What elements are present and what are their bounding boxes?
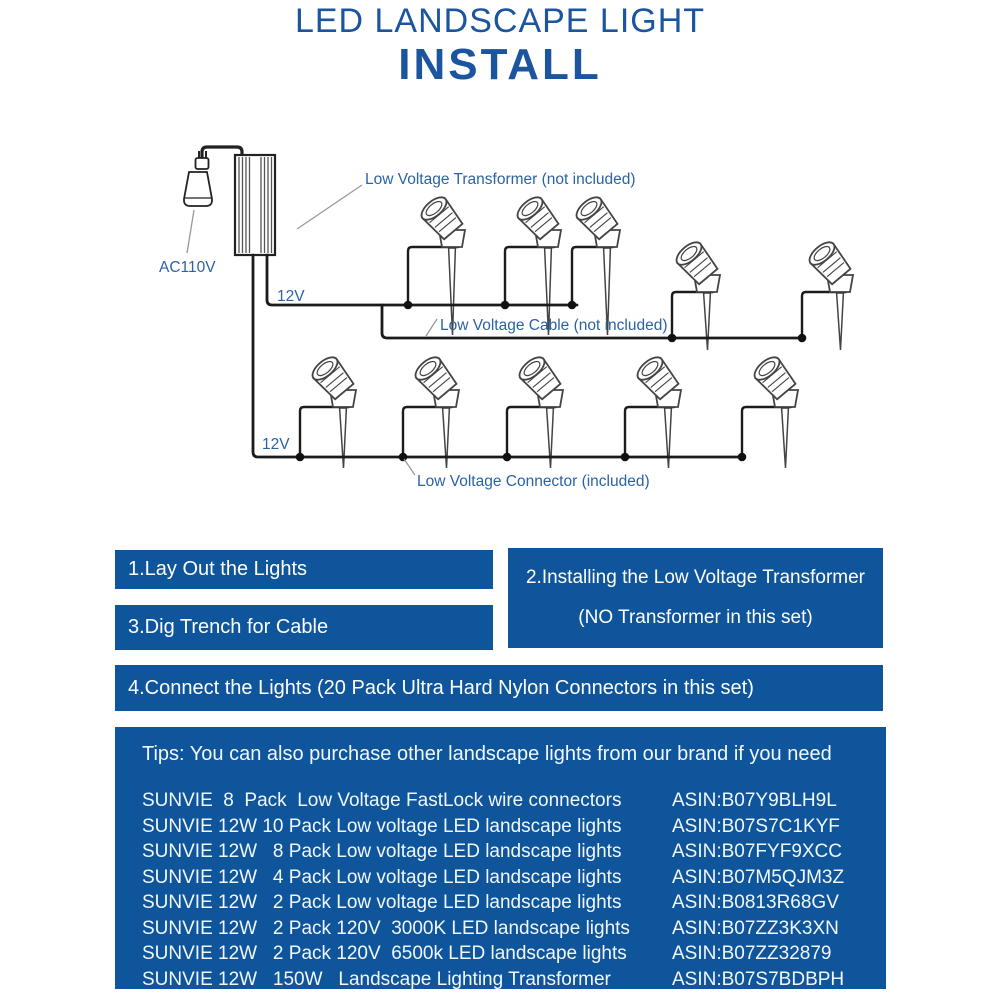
step3-label: 3.Dig Trench for Cable xyxy=(128,616,329,638)
product-asin: ASIN:B07ZZ3K3XN xyxy=(672,917,839,939)
tips-panel xyxy=(115,727,886,989)
product-row xyxy=(115,890,886,916)
ac-plug-icon xyxy=(184,147,242,206)
step2-bar xyxy=(508,548,883,648)
ac-voltage-label: AC110V xyxy=(159,259,216,276)
step1-bar xyxy=(115,550,493,589)
product-asin: ASIN:B07Y9BLH9L xyxy=(672,790,837,811)
product-row xyxy=(115,814,886,840)
product-asin: ASIN:B07S7C1KYF xyxy=(672,815,840,837)
product-name: SUNVIE 12W 2 Pack 120V 6500k LED landscape lights xyxy=(142,943,627,964)
transformer-label: Low Voltage Transformer (not included) xyxy=(365,171,636,188)
product-asin: ASIN:B07M5QJM3Z xyxy=(672,866,845,888)
product-name: SUNVIE 12W 8 Pack Low voltage LED landscape lights xyxy=(142,841,622,862)
product-row xyxy=(115,839,886,865)
product-row xyxy=(115,967,886,993)
product-name: SUNVIE 12W 150W Landscape Lighting Transformer xyxy=(142,968,611,990)
page-subtitle: INSTALL xyxy=(398,40,602,89)
product-asin: ASIN:B07ZZ32879 xyxy=(672,943,832,964)
tips-header: Tips: You can also purchase other landscape lights from our brand if you need xyxy=(142,743,832,765)
light-spikes xyxy=(340,248,844,468)
step3-bar xyxy=(115,605,493,650)
product-name: SUNVIE 8 Pack Low Voltage FastLock wire connectors xyxy=(142,790,622,811)
cable-label: Low Voltage Cable (not included) xyxy=(440,317,668,334)
product-asin: ASIN:B0813R68GV xyxy=(672,892,839,913)
connector-label: Low Voltage Connector (included) xyxy=(417,473,650,490)
product-name: SUNVIE 12W 4 Pack Low voltage LED landscape lights xyxy=(142,866,622,888)
leader-lines xyxy=(187,185,437,475)
spotlight-icons xyxy=(309,193,853,407)
product-list xyxy=(115,788,886,992)
step4-bar xyxy=(115,665,883,711)
step2-label-line2: (NO Transformer in this set) xyxy=(578,607,813,629)
product-row xyxy=(115,788,886,814)
product-name: SUNVIE 12W 10 Pack Low voltage LED landscape lights xyxy=(142,815,622,837)
product-row xyxy=(115,865,886,891)
product-name: SUNVIE 12W 2 Pack 120V 3000K LED landscape lights xyxy=(142,917,630,939)
step2-label-line1: 2.Installing the Low Voltage Transformer xyxy=(525,566,866,588)
product-asin: ASIN:B07FYF9XCC xyxy=(672,841,842,862)
cable-path xyxy=(253,255,802,457)
product-asin: ASIN:B07S7BDBPH xyxy=(672,968,845,990)
product-name: SUNVIE 12W 2 Pack Low voltage LED landscape lights xyxy=(142,892,622,913)
voltage-12v-lower-label: 12V xyxy=(262,436,290,453)
cable-branches xyxy=(300,247,846,457)
page-title: LED LANDSCAPE LIGHT xyxy=(294,2,706,40)
product-row xyxy=(115,941,886,967)
install-wiring-diagram xyxy=(0,130,1000,530)
step1-label: 1.Lay Out the Lights xyxy=(128,558,308,580)
step4-label: 4.Connect the Lights (20 Pack Ultra Hard Nylon Connectors in this set) xyxy=(128,676,754,699)
product-row xyxy=(115,916,886,942)
voltage-12v-upper-label: 12V xyxy=(277,288,305,305)
transformer-icon xyxy=(235,155,275,255)
